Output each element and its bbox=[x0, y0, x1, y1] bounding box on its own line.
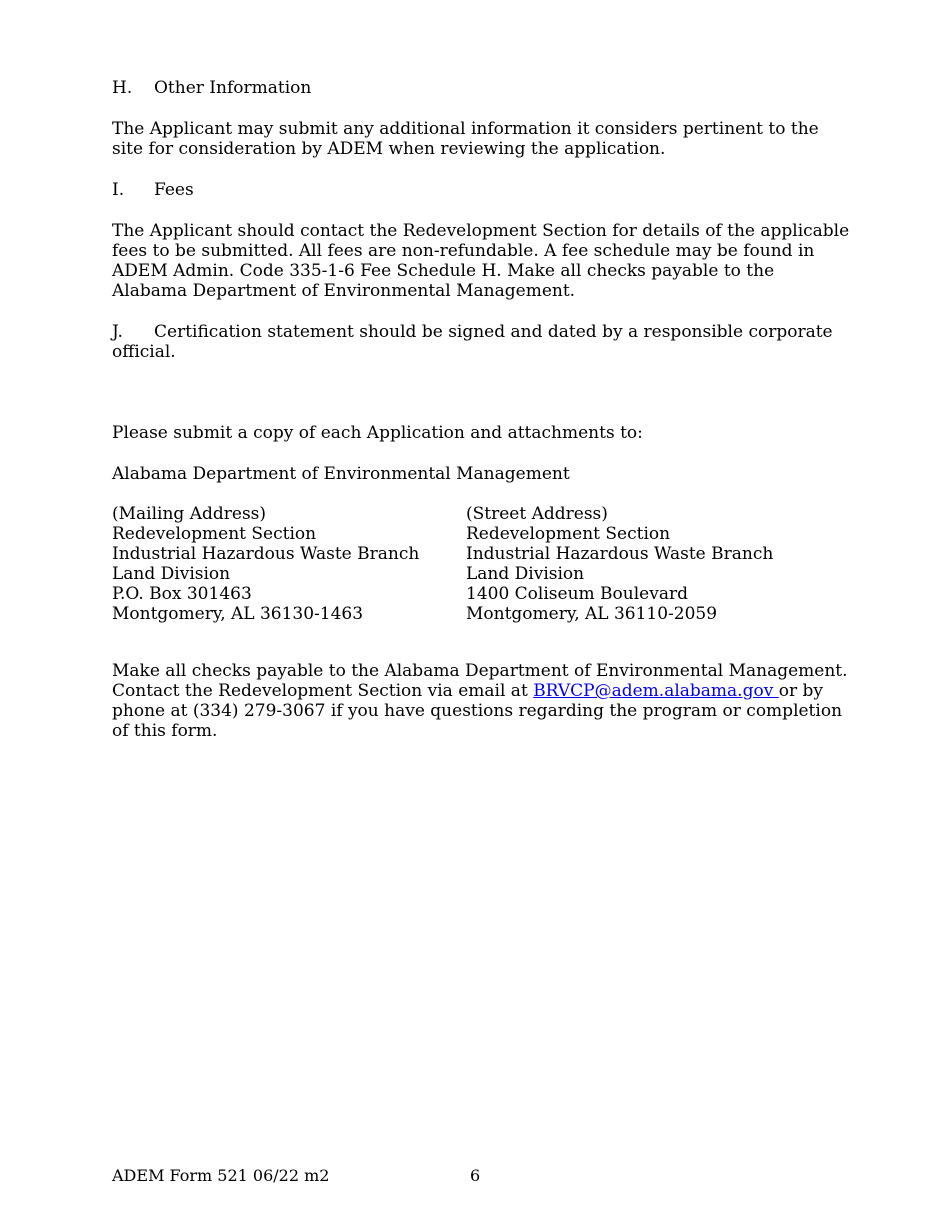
section-i-heading bbox=[112, 180, 852, 200]
street-address-line: Redevelopment Section bbox=[466, 524, 671, 544]
address-columns bbox=[112, 504, 852, 624]
mailing-address bbox=[112, 504, 466, 624]
section-j-text: Certification statement should be signed and dated by a responsible corporate official. bbox=[112, 322, 833, 362]
street-address-line: Land Division bbox=[466, 564, 585, 584]
street-address-line: Industrial Hazardous Waste Branch bbox=[466, 544, 774, 564]
agency-name: Alabama Department of Environmental Management bbox=[112, 464, 570, 484]
street-address bbox=[466, 504, 846, 624]
mailing-address-line: P.O. Box 301463 bbox=[112, 584, 252, 604]
section-j-letter: J. bbox=[112, 322, 123, 342]
street-address-line: 1400 Coliseum Boulevard bbox=[466, 584, 688, 604]
closing-text-before: Make all checks payable to the Alabama Department of Environmental Management. Contact the Redevelopment Section via email at bbox=[112, 661, 848, 701]
mailing-address-line: Redevelopment Section bbox=[112, 524, 317, 544]
section-i-title: Fees bbox=[154, 180, 194, 200]
closing-paragraph bbox=[112, 661, 852, 741]
section-h-letter: H. bbox=[112, 78, 133, 98]
section-h-heading bbox=[112, 78, 852, 98]
section-h-body: The Applicant may submit any additional information it considers pertinent to the site for consideration by ADEM when reviewing the application. bbox=[112, 119, 819, 159]
page-number: 6 bbox=[470, 1166, 481, 1185]
mailing-address-line: Industrial Hazardous Waste Branch bbox=[112, 544, 420, 564]
mailing-address-line: Land Division bbox=[112, 564, 231, 584]
street-address-line: Montgomery, AL 36110-2059 bbox=[466, 604, 718, 624]
section-i-letter: I. bbox=[112, 180, 125, 200]
email-link[interactable]: BRVCP@adem.alabama.gov bbox=[533, 681, 779, 701]
section-h-title: Other Information bbox=[154, 78, 312, 98]
section-i-body: The Applicant should contact the Redevelopment Section for details of the applicable fees to be submitted. All fees are non-refundable. A fee schedule may be found in ADEM Admin. Code 335-1-6 Fee Schedule H. Make all checks payable to the Alabama Department of Environmental Management. bbox=[112, 221, 850, 301]
section-j-statement bbox=[112, 322, 852, 362]
mailing-address-label: (Mailing Address) bbox=[112, 504, 267, 524]
mailing-address-line: Montgomery, AL 36130-1463 bbox=[112, 604, 364, 624]
submit-instruction: Please submit a copy of each Application and attachments to: bbox=[112, 423, 643, 443]
closing-text-after: or by phone at (334) 279-3067 if you have questions regarding the program or completion of this form. bbox=[112, 681, 843, 741]
form-id: ADEM Form 521 06/22 m2 bbox=[112, 1166, 330, 1185]
street-address-label: (Street Address) bbox=[466, 504, 608, 524]
